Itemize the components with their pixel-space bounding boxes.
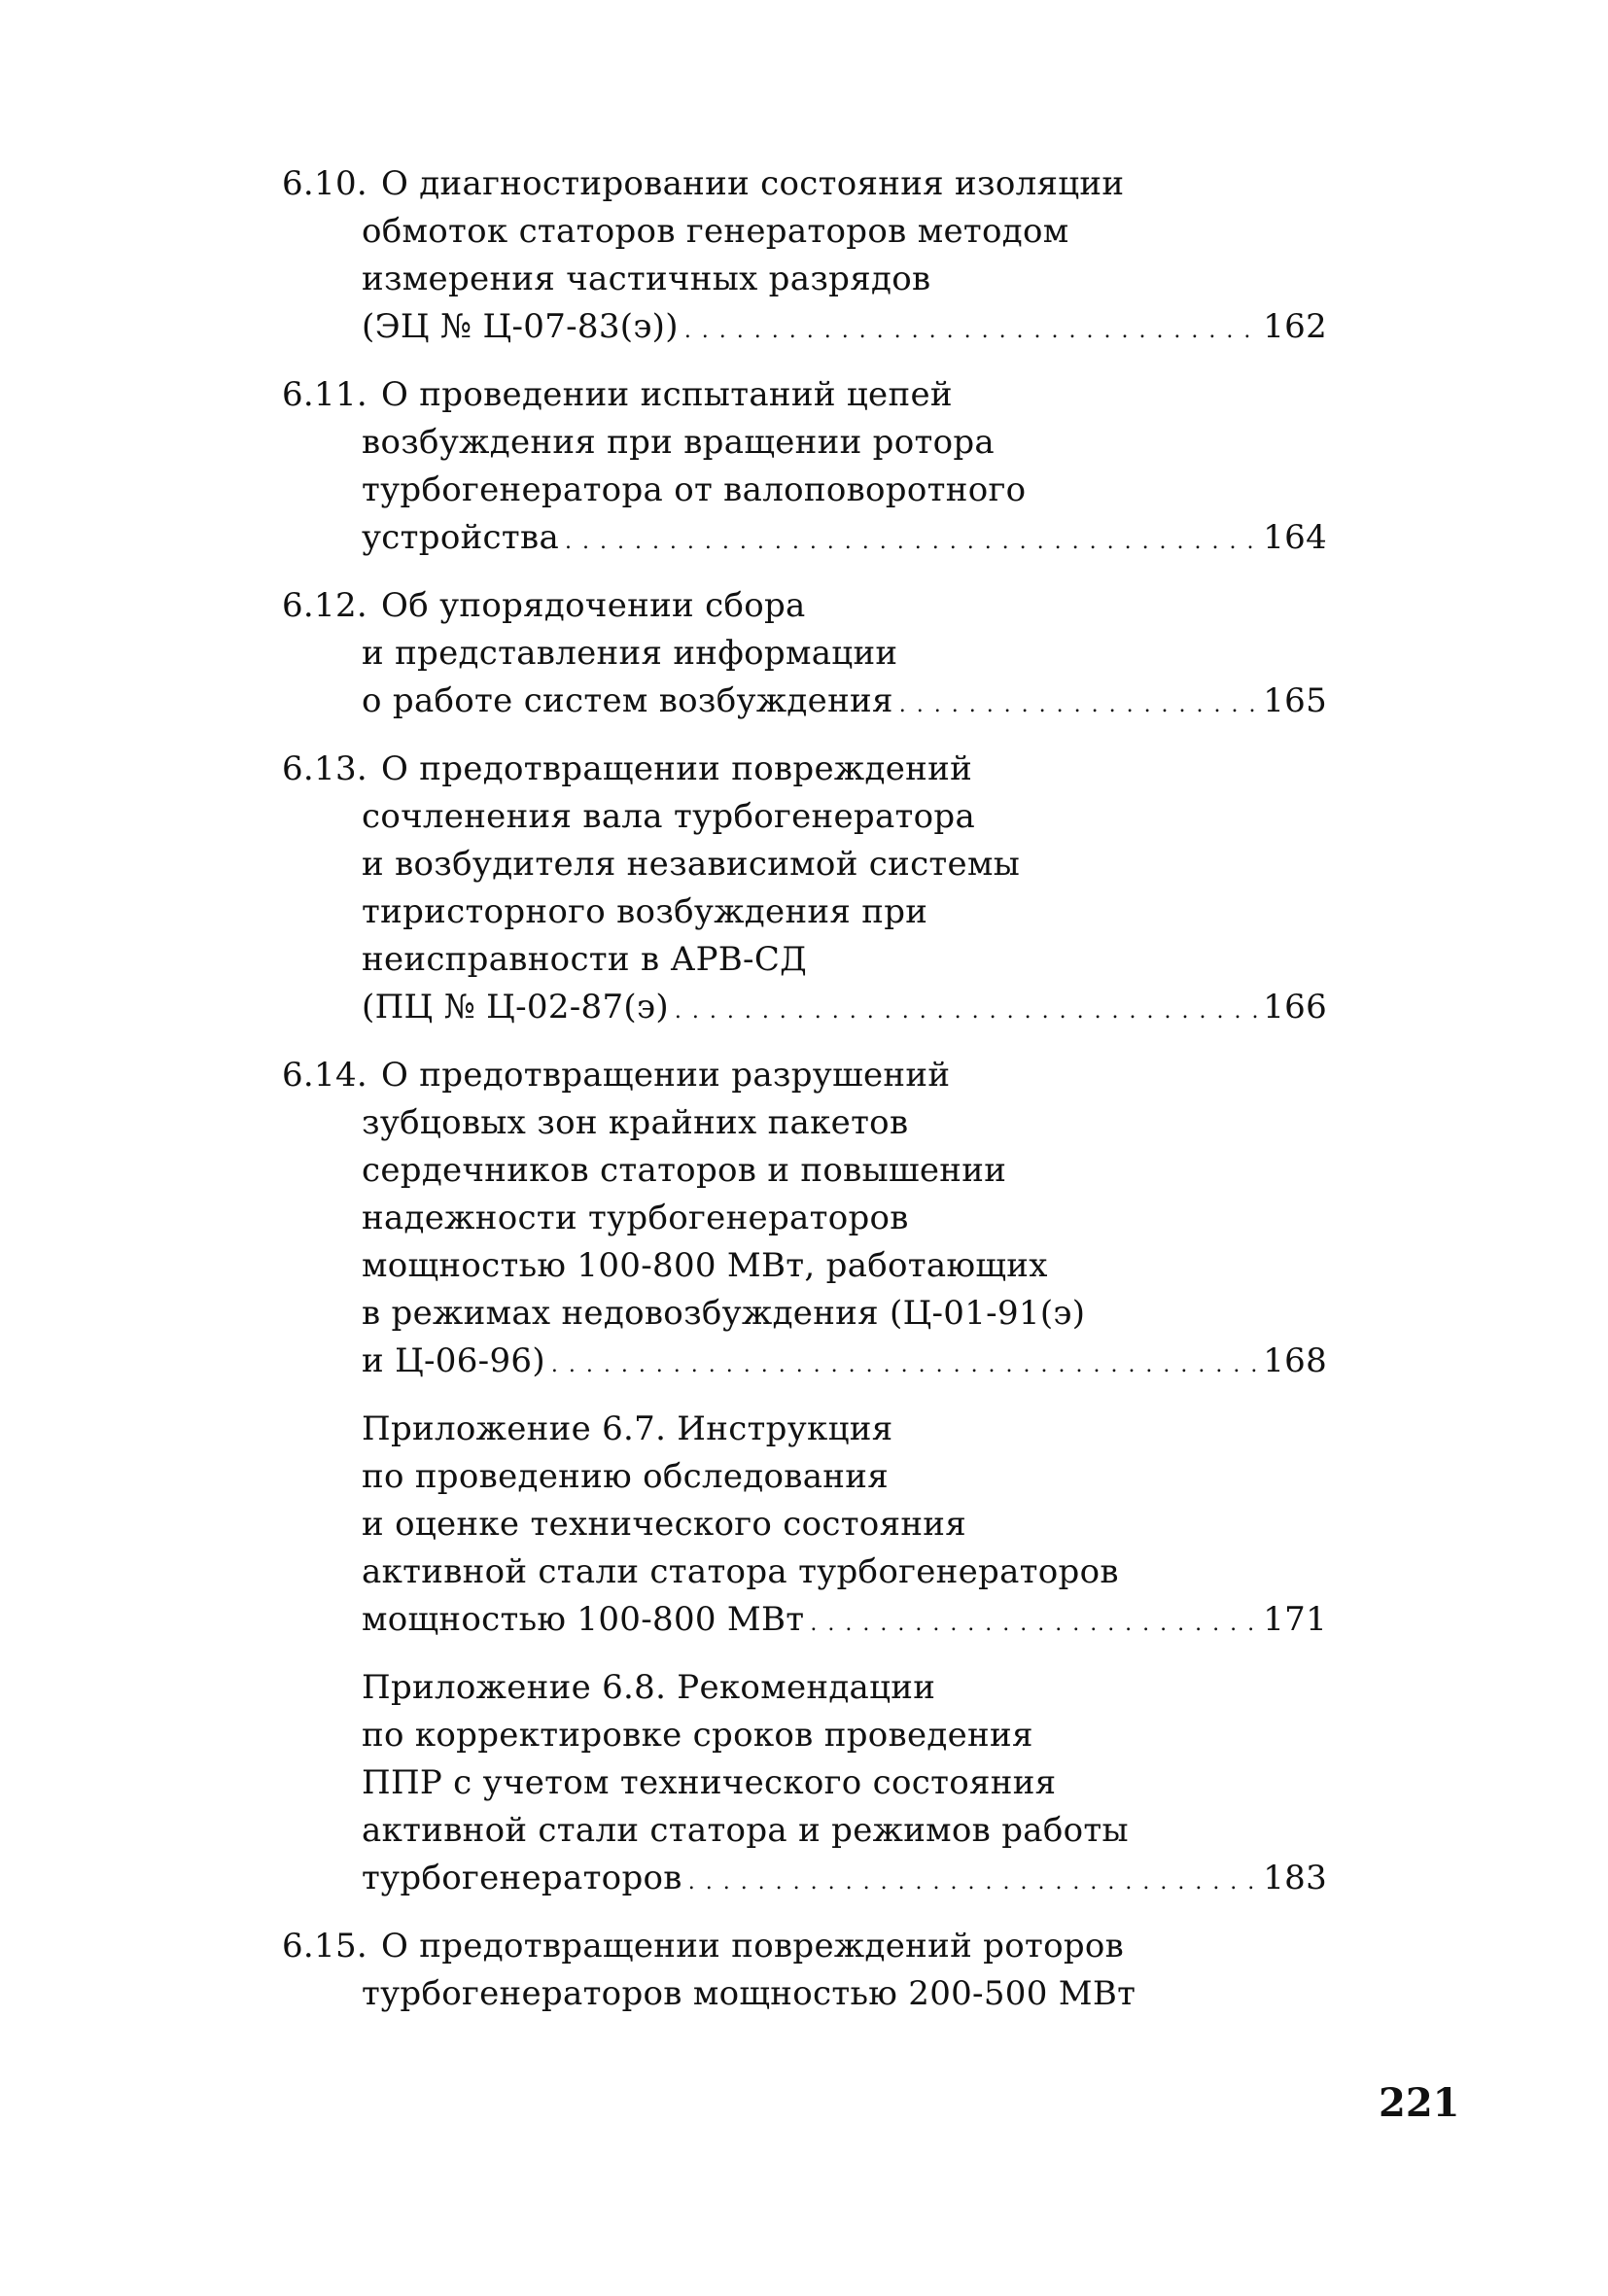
toc-appendix-entry[interactable] (282, 1664, 1327, 1902)
entry-title-line: надежности турбогенераторов (362, 1199, 909, 1237)
entry-title-line: О проведении испытаний цепей (381, 375, 953, 414)
entry-number: 6.12. (282, 586, 368, 625)
entry-title-line: сердечников статоров и повышении (362, 1151, 1007, 1190)
entry-title-line: активной стали статора турбогенераторов (362, 1552, 1119, 1591)
entry-title-line: турбогенератора от валоповоротного (362, 470, 1027, 509)
entry-title-line: о работе систем возбуждения (362, 681, 893, 720)
entry-page: 165 (1263, 681, 1327, 720)
entry-title-line: и Ц-06-96) (362, 1341, 545, 1380)
entry-title-line: О предотвращении разрушений (381, 1056, 951, 1095)
entry-title-line: устройства (362, 518, 560, 557)
entry-title-line: турбогенераторов мощностью 200-500 МВт (362, 1974, 1136, 2013)
entry-title-line: (ЭЦ № Ц-07-83(э)) (362, 307, 679, 346)
entry-title-line: Приложение 6.7. Инструкция (362, 1409, 893, 1448)
entry-page: 168 (1263, 1341, 1327, 1380)
dot-leader (551, 1341, 1257, 1389)
page-number: 221 (1379, 2080, 1460, 2126)
dot-leader (675, 988, 1257, 1035)
entry-number: 6.13. (282, 749, 368, 788)
toc-appendix-entry[interactable] (282, 1406, 1327, 1644)
entry-title-line: О предотвращении повреждений роторов (381, 1927, 1125, 1966)
entry-number: 6.10. (282, 164, 368, 203)
table-of-contents (282, 160, 1327, 2038)
entry-title-line: зубцовых зон крайних пакетов (362, 1103, 909, 1142)
entry-title-line: и представления информации (362, 634, 898, 673)
entry-page: 171 (1263, 1600, 1327, 1639)
entry-page: 166 (1263, 988, 1327, 1026)
entry-number: 6.15. (282, 1927, 368, 1966)
entry-title-line: О предотвращении повреждений (381, 749, 973, 788)
entry-number: 6.11. (282, 375, 368, 414)
entry-title-line: и оценке технического состояния (362, 1505, 966, 1544)
dot-leader (810, 1600, 1257, 1648)
entry-title-line: ППР с учетом технического состояния (362, 1763, 1057, 1802)
entry-title-line: мощностью 100-800 МВт (362, 1600, 805, 1639)
entry-page: 162 (1263, 307, 1327, 346)
entry-title-line: О диагностировании состояния изоляции (381, 164, 1125, 203)
toc-entry[interactable] (282, 371, 1327, 562)
entry-title-line: активной стали статора и режимов работы (362, 1811, 1129, 1850)
entry-title-line: по проведению обследования (362, 1457, 889, 1496)
entry-title-line: тиристорного возбуждения при (362, 892, 928, 931)
toc-entry[interactable] (282, 1923, 1327, 2018)
entry-title-line: сочленения вала турбогенератора (362, 797, 976, 836)
entry-title-line: неисправности в АРВ-СД (362, 940, 808, 979)
entry-title-line: в режимах недовозбуждения (Ц-01-91(э) (362, 1294, 1086, 1333)
entry-title-line: мощностью 100-800 МВт, работающих (362, 1246, 1048, 1285)
entry-title-line: (ПЦ № Ц-02-87(э) (362, 988, 669, 1026)
toc-entry[interactable] (282, 1052, 1327, 1385)
entry-title-line: Об упорядочении сбора (381, 586, 806, 625)
entry-title-line: и возбудителя независимой системы (362, 845, 1021, 884)
entry-page: 164 (1263, 518, 1327, 557)
entry-title-line: возбуждения при вращении ротора (362, 423, 995, 462)
entry-title-line: по корректировке сроков проведения (362, 1716, 1033, 1755)
dot-leader (688, 1859, 1257, 1906)
entry-title-line: Приложение 6.8. Рекомендации (362, 1668, 936, 1707)
toc-entry[interactable] (282, 582, 1327, 725)
dot-leader (684, 307, 1257, 355)
entry-title-line: измерения частичных разрядов (362, 260, 931, 298)
dot-leader (565, 518, 1257, 566)
dot-leader (899, 681, 1257, 729)
entry-title-line: турбогенераторов (362, 1859, 682, 1897)
entry-number: 6.14. (282, 1056, 368, 1095)
entry-page: 183 (1263, 1859, 1327, 1897)
toc-entry[interactable] (282, 160, 1327, 351)
toc-entry[interactable] (282, 746, 1327, 1031)
entry-title-line: обмоток статоров генераторов методом (362, 212, 1069, 251)
